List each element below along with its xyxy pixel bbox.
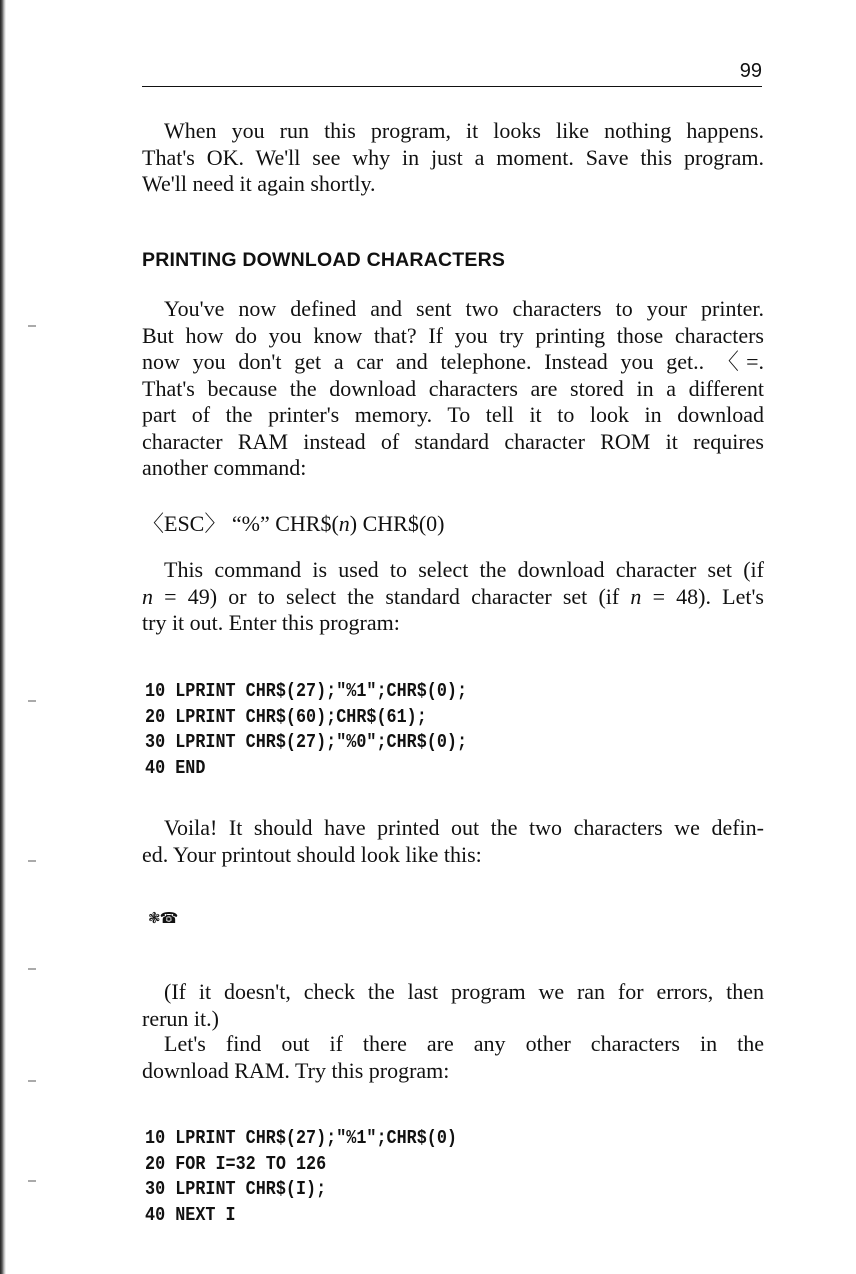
text-line: When you run this program, it looks like nothing happens. bbox=[164, 118, 764, 143]
text-line: now you don't get a car and telephone. Instead you get.. 〈=. bbox=[142, 349, 764, 374]
paragraph-download bbox=[142, 296, 764, 482]
paragraph-intro bbox=[142, 118, 764, 198]
scan-mark bbox=[28, 1180, 36, 1182]
text-line: download RAM. Try this program: bbox=[142, 1057, 450, 1083]
code-line: 30 LPRINT CHR$(I); bbox=[145, 1178, 327, 1200]
code-line: 40 NEXT I bbox=[145, 1203, 236, 1226]
chr-n-token: CHR$(n) bbox=[275, 511, 358, 536]
text-line: That's OK. We'll see why in just a moment. Save this program. bbox=[142, 144, 764, 170]
scan-mark bbox=[28, 325, 36, 327]
scan-edge bbox=[0, 0, 6, 1274]
code-line: 10 LPRINT CHR$(27);"%1";CHR$(0); bbox=[145, 680, 468, 702]
sample-printout: ❃☎ bbox=[148, 909, 178, 927]
command-syntax bbox=[142, 507, 445, 538]
chr-zero-token: CHR$(0) bbox=[362, 511, 445, 536]
text-line: another command: bbox=[142, 455, 307, 480]
code-line: 20 LPRINT CHR$(60);CHR$(61); bbox=[145, 705, 427, 728]
code-listing-1 bbox=[145, 679, 467, 781]
text-line: (If it doesn't, check the last program we ran for errors, then bbox=[164, 979, 764, 1004]
text-line: You've now defined and sent two characters to your printer. bbox=[164, 296, 764, 321]
paragraph-rerun bbox=[142, 979, 764, 1032]
text-line: rerun it.) bbox=[142, 1005, 219, 1031]
text-line: part of the printer's memory. To tell it to look in download bbox=[142, 402, 764, 427]
scan-mark bbox=[28, 860, 36, 862]
text-line: try it out. Enter this program: bbox=[142, 610, 400, 635]
text-line: We'll need it again shortly. bbox=[142, 171, 376, 196]
text-line: n = 49) or to select the standard character set (if n = 48). Let's bbox=[142, 583, 764, 609]
esc-token: 〈ESC〉 bbox=[142, 511, 227, 536]
text-line: But how do you know that? If you try printing those characters bbox=[142, 322, 764, 348]
paragraph-find-out bbox=[142, 1031, 764, 1084]
paragraph-select bbox=[142, 557, 764, 637]
scan-mark bbox=[28, 1080, 36, 1082]
page-number: 99 bbox=[739, 60, 762, 82]
scan-mark bbox=[28, 968, 36, 970]
text-line: Voila! It should have printed out the two characters we defin- bbox=[164, 815, 764, 840]
text-line: character RAM instead of standard character ROM it requires bbox=[142, 428, 764, 454]
paragraph-voila bbox=[142, 815, 764, 868]
text-line: Let's find out if there are any other characters in the bbox=[164, 1031, 764, 1056]
text-line: That's because the download characters are stored in a different bbox=[142, 375, 764, 401]
section-heading: PRINTING DOWNLOAD CHARACTERS bbox=[142, 249, 506, 271]
code-line: 10 LPRINT CHR$(27);"%1";CHR$(0) bbox=[145, 1127, 457, 1149]
percent-token: “%” bbox=[231, 511, 270, 536]
text-line: ed. Your printout should look like this: bbox=[142, 841, 482, 867]
code-line: 30 LPRINT CHR$(27);"%0";CHR$(0); bbox=[145, 731, 468, 753]
code-listing-2 bbox=[145, 1126, 457, 1228]
code-line: 20 FOR I=32 TO 126 bbox=[145, 1152, 327, 1175]
scan-mark bbox=[28, 700, 36, 702]
text-line: This command is used to select the download character set (if bbox=[164, 557, 764, 582]
code-line: 40 END bbox=[145, 756, 206, 779]
header-rule bbox=[142, 86, 762, 87]
